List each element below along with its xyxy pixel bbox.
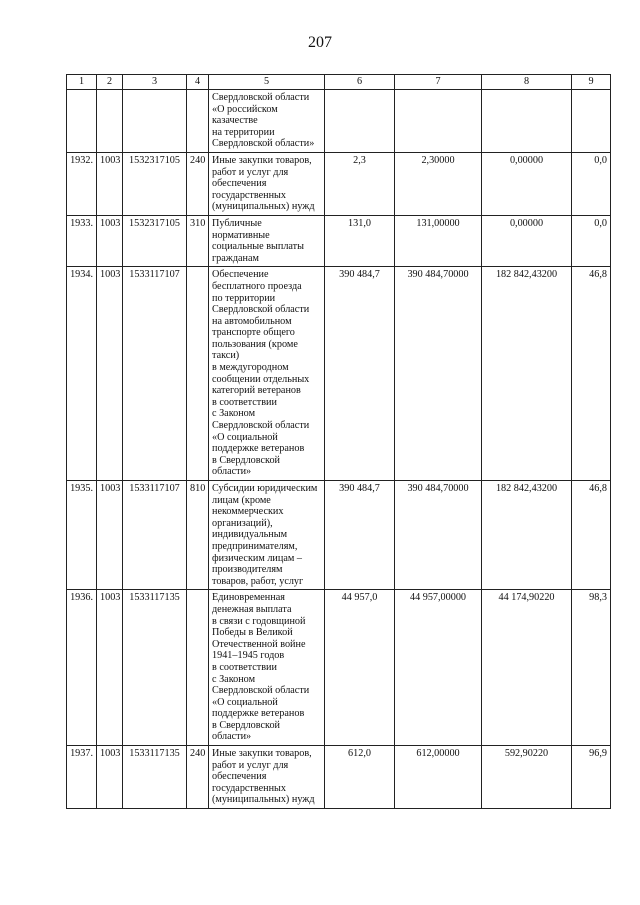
section-code-cell: 1003 (97, 152, 123, 215)
target-code-cell: 1533117107 (123, 481, 187, 590)
description-line: Иные закупки товаров, (212, 748, 312, 760)
plan-amount-cell: 390 484,7 (325, 481, 395, 590)
expense-type-cell: 240 (187, 152, 209, 215)
description-line: организаций), (212, 517, 273, 529)
description-line: по территории (212, 292, 276, 304)
percent-cell: 96,9 (572, 746, 611, 809)
description-line: работ и услуг для (212, 166, 289, 178)
plan-amount-cell: 2,3 (325, 152, 395, 215)
description-line: товаров, работ, услуг (212, 575, 304, 587)
description-line: казачестве (212, 115, 258, 127)
description-line: обеспечения (212, 178, 267, 190)
description-line: в Свердловской (212, 454, 280, 466)
column-header: 7 (395, 75, 482, 90)
description-line: государственных (212, 189, 286, 201)
column-header: 6 (325, 75, 395, 90)
description-line: некоммерческих (212, 506, 284, 518)
description-line: в Свердловской (212, 719, 280, 731)
description-line: Свердловской области (212, 685, 310, 697)
table-row (67, 90, 611, 153)
approved-amount-cell (395, 90, 482, 153)
column-header: 4 (187, 75, 209, 90)
description-line: транспорте общего (212, 327, 295, 339)
target-code-cell: 1532317105 (123, 215, 187, 266)
approved-amount-cell: 2,30000 (395, 152, 482, 215)
description-cell (209, 215, 325, 266)
executed-amount-cell: 182 842,43200 (482, 481, 572, 590)
column-header: 1 (67, 75, 97, 90)
percent-cell: 46,8 (572, 267, 611, 481)
section-code-cell: 1003 (97, 590, 123, 746)
description-cell (209, 90, 325, 153)
plan-amount-cell: 44 957,0 (325, 590, 395, 746)
description-line: денежная выплата (212, 603, 292, 615)
section-code-cell: 1003 (97, 267, 123, 481)
row-number-cell: 1936. (67, 590, 97, 746)
description-cell (209, 267, 325, 481)
description-line: с Законом (212, 673, 256, 685)
expense-type-cell (187, 590, 209, 746)
description-line: лицам (кроме (212, 494, 271, 506)
description-line: Отечественной войне (212, 638, 306, 650)
budget-table (66, 74, 611, 809)
page-number: 207 (308, 34, 332, 51)
description-line: Обеспечение (212, 269, 269, 281)
description-line: «О социальной (212, 696, 278, 708)
description-cell (209, 152, 325, 215)
description-line: области» (212, 466, 252, 478)
description-line: в соответствии (212, 396, 277, 408)
description-line: 1941–1945 годов (212, 650, 285, 662)
column-header: 8 (482, 75, 572, 90)
executed-amount-cell: 0,00000 (482, 152, 572, 215)
section-code-cell: 1003 (97, 215, 123, 266)
executed-amount-cell: 592,90220 (482, 746, 572, 809)
description-line: «О социальной (212, 431, 278, 443)
description-line: (муниципальных) нужд (212, 794, 315, 806)
description-line: пользования (кроме (212, 338, 298, 350)
table-row (67, 481, 611, 590)
row-number-cell: 1937. (67, 746, 97, 809)
description-line: работ и услуг для (212, 759, 289, 771)
description-line: обеспечения (212, 771, 267, 783)
percent-cell: 0,0 (572, 215, 611, 266)
description-line: нормативные (212, 229, 270, 241)
section-code-cell: 1003 (97, 481, 123, 590)
description-line: (муниципальных) нужд (212, 201, 315, 213)
target-code-cell: 1533117135 (123, 746, 187, 809)
description-line: поддержке ветеранов (212, 708, 305, 720)
description-line: Свердловской области (212, 420, 310, 432)
table-row (67, 215, 611, 266)
row-number-cell: 1934. (67, 267, 97, 481)
description-line: поддержке ветеранов (212, 443, 305, 455)
description-line: Победы в Великой (212, 627, 293, 639)
approved-amount-cell: 612,00000 (395, 746, 482, 809)
row-number-cell (67, 90, 97, 153)
approved-amount-cell: 390 484,70000 (395, 481, 482, 590)
description-line: Свердловской области» (212, 138, 315, 150)
description-line: социальные выплаты (212, 241, 304, 253)
table-row (67, 746, 611, 809)
column-header: 5 (209, 75, 325, 90)
approved-amount-cell: 44 957,00000 (395, 590, 482, 746)
plan-amount-cell: 131,0 (325, 215, 395, 266)
description-line: бесплатного проезда (212, 280, 302, 292)
description-line: предпринимателям, (212, 540, 298, 552)
target-code-cell (123, 90, 187, 153)
row-number-cell: 1933. (67, 215, 97, 266)
table-row (67, 590, 611, 746)
description-line: на автомобильном (212, 315, 292, 327)
description-line: гражданам (212, 252, 259, 264)
description-line: Единовременная (212, 592, 285, 604)
description-line: физическим лицам – (212, 552, 302, 564)
description-line: «О российском (212, 103, 278, 115)
description-line: Публичные (212, 217, 262, 229)
column-header: 9 (572, 75, 611, 90)
description-line: государственных (212, 782, 286, 794)
executed-amount-cell: 0,00000 (482, 215, 572, 266)
description-cell (209, 590, 325, 746)
target-code-cell: 1533117135 (123, 590, 187, 746)
plan-amount-cell: 390 484,7 (325, 267, 395, 481)
column-header: 3 (123, 75, 187, 90)
target-code-cell: 1532317105 (123, 152, 187, 215)
description-line: в соответствии (212, 661, 277, 673)
section-code-cell: 1003 (97, 746, 123, 809)
expense-type-cell: 310 (187, 215, 209, 266)
percent-cell (572, 90, 611, 153)
expense-type-cell: 240 (187, 746, 209, 809)
table-body (67, 90, 611, 809)
executed-amount-cell: 182 842,43200 (482, 267, 572, 481)
executed-amount-cell (482, 90, 572, 153)
description-line: Субсидии юридическим (212, 483, 318, 494)
description-line: индивидуальным (212, 529, 288, 541)
description-cell (209, 746, 325, 809)
plan-amount-cell (325, 90, 395, 153)
expense-type-cell (187, 267, 209, 481)
row-number-cell: 1935. (67, 481, 97, 590)
table-row (67, 152, 611, 215)
row-number-cell: 1932. (67, 152, 97, 215)
percent-cell: 0,0 (572, 152, 611, 215)
table-row (67, 267, 611, 481)
plan-amount-cell: 612,0 (325, 746, 395, 809)
description-line: сообщении отдельных (212, 373, 310, 385)
header-row (67, 75, 611, 90)
description-line: производителям (212, 564, 283, 576)
percent-cell: 46,8 (572, 481, 611, 590)
description-line: на территории (212, 126, 275, 138)
description-line: в междугородном (212, 362, 289, 374)
section-code-cell (97, 90, 123, 153)
column-header: 2 (97, 75, 123, 90)
expense-type-cell: 810 (187, 481, 209, 590)
approved-amount-cell: 131,00000 (395, 215, 482, 266)
description-line: Свердловской области (212, 304, 310, 316)
description-line: такси) (212, 350, 240, 362)
approved-amount-cell: 390 484,70000 (395, 267, 482, 481)
expense-type-cell (187, 90, 209, 153)
description-line: в связи с годовщиной (212, 615, 306, 627)
description-line: Свердловской области (212, 92, 310, 103)
target-code-cell: 1533117107 (123, 267, 187, 481)
description-cell (209, 481, 325, 590)
description-line: с Законом (212, 408, 256, 420)
percent-cell: 98,3 (572, 590, 611, 746)
executed-amount-cell: 44 174,90220 (482, 590, 572, 746)
description-line: Иные закупки товаров, (212, 154, 312, 166)
description-line: категорий ветеранов (212, 385, 301, 397)
description-line: области» (212, 731, 252, 743)
